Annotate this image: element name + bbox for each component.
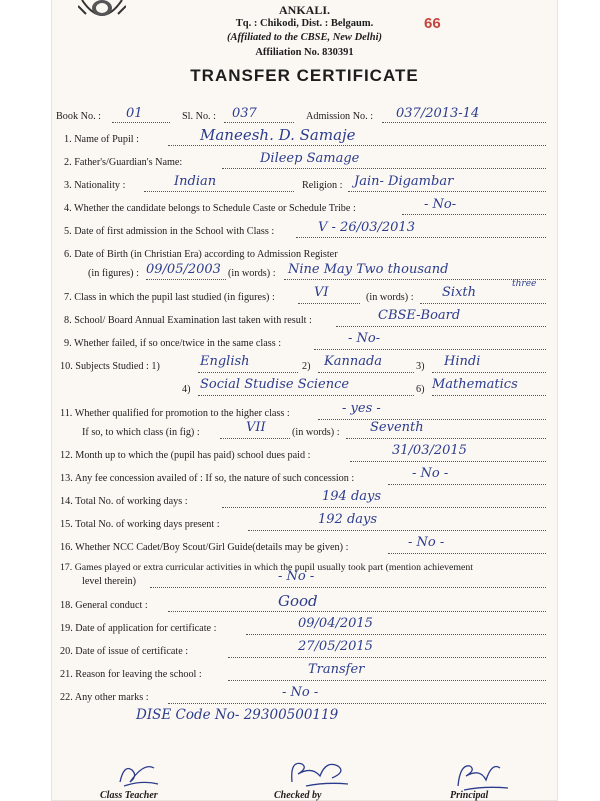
field-11-figures-value: VII: [246, 420, 266, 435]
field-20-value: 27/05/2015: [298, 639, 373, 654]
principal-signature-icon: [452, 758, 512, 794]
field-11-words-value: Seventh: [370, 420, 424, 435]
field-1-value: Maneesh. D. Samaje: [200, 126, 356, 144]
field-14-label: 14. Total No. of working days :: [60, 496, 188, 507]
field-16-value: - No -: [408, 535, 445, 550]
field-2-value: Dileep Samage: [260, 151, 360, 166]
field-20-label: 20. Date of issue of certificate :: [60, 646, 189, 657]
subject-2-value: Kannada: [324, 354, 383, 369]
field-6-figures-value: 09/05/2003: [146, 262, 221, 277]
field-17-value: - No -: [278, 569, 315, 584]
class-teacher-label: Class Teacher: [100, 790, 158, 801]
subject-4-number: 4): [182, 384, 191, 395]
field-7-words-value: Sixth: [442, 285, 476, 300]
admission-no-label: Admission No. :: [306, 111, 374, 122]
subject-1-value: English: [200, 354, 250, 369]
subject-3-number: 3): [416, 361, 425, 372]
field-9-label: 9. Whether failed, if so once/twice in the same class :: [64, 338, 282, 349]
field-7-label: 7. Class in which the pupil last studied (in figures) :: [64, 292, 275, 303]
school-location: Tq. : Chikodi, Dist. : Belgaum.: [235, 18, 374, 29]
field-6c-label: (in words) :: [228, 268, 276, 279]
field-19-label: 19. Date of application for certificate :: [60, 623, 217, 634]
field-6-words-value: Nine May Two thousand: [288, 262, 449, 277]
field-18-label: 18. General conduct :: [60, 600, 148, 611]
field-17b-label: level therein): [82, 576, 137, 587]
dise-code: DISE Code No- 29300500119: [136, 707, 339, 723]
serial-number: 66: [424, 15, 441, 32]
field-4-label: 4. Whether the candidate belongs to Schedule Caste or Schedule Tribe :: [64, 203, 356, 214]
class-teacher-signature-icon: [114, 760, 164, 790]
field-8-label: 8. School/ Board Annual Examination last taken with result :: [64, 315, 312, 326]
field-7b-label: (in words) :: [366, 292, 414, 303]
school-name: ANKALI.: [278, 3, 330, 17]
field-3b-label: Religion :: [302, 180, 343, 191]
checked-by-signature-icon: [286, 752, 354, 792]
field-16-label: 16. Whether NCC Cadet/Boy Scout/Girl Guide(details may be given) :: [60, 542, 349, 553]
field-22-value: - No -: [282, 685, 319, 700]
sl-no-label: Sl. No. :: [182, 111, 216, 122]
field-4-value: - No-: [424, 197, 457, 212]
page-title: TRANSFER CERTIFICATE: [190, 66, 419, 85]
field-15-label: 15. Total No. of working days present :: [60, 519, 220, 530]
field-5-value: V - 26/03/2013: [318, 220, 415, 235]
admission-no-value: 037/2013-14: [396, 106, 480, 121]
field-3-value: Indian: [174, 174, 217, 189]
field-7-figures-value: VI: [314, 285, 329, 300]
field-9-value: - No-: [348, 331, 381, 346]
field-12-label: 12. Month up to which the (pupil has paid) school dues paid :: [60, 450, 311, 461]
sl-no-value: 037: [232, 106, 257, 121]
principal-label: Principal: [450, 790, 489, 801]
field-22-label: 22. Any other marks :: [60, 692, 149, 703]
field-12-value: 31/03/2015: [392, 443, 467, 458]
subject-2-number: 2): [302, 361, 311, 372]
field-21-value: Transfer: [308, 662, 365, 677]
field-6-label: 6. Date of Birth (in Christian Era) according to Admission Register: [64, 249, 338, 260]
field-11-value: - yes -: [342, 401, 381, 416]
affiliation-line: (Affiliated to the CBSE, New Delhi): [227, 32, 382, 43]
affiliation-number: Affiliation No. 830391: [255, 47, 354, 58]
subject-6-number: 6): [416, 384, 425, 395]
field-1-label: 1. Name of Pupil :: [64, 134, 139, 145]
checked-by-label: Checked by: [274, 790, 322, 801]
book-no-label: Book No. :: [56, 111, 101, 122]
field-3-label: 3. Nationality :: [64, 180, 126, 191]
field-10-label: 10. Subjects Studied : 1): [60, 361, 160, 372]
certificate-page: [52, 0, 557, 800]
field-8-value: CBSE-Board: [378, 308, 461, 323]
subject-6-value: Mathematics: [432, 377, 518, 392]
field-14-value: 194 days: [322, 489, 382, 504]
field-11c-label: (in words) :: [292, 427, 340, 438]
field-2-label: 2. Father's/Guardian's Name:: [64, 157, 183, 168]
field-17-label: 17. Games played or extra curricular activities in which the pupil usually took part (mention achievement: [60, 562, 473, 573]
field-11b-label: If so, to which class (in fig) :: [82, 427, 200, 438]
field-13-value: - No -: [412, 466, 449, 481]
book-no-value: 01: [126, 106, 143, 121]
field-15-value: 192 days: [318, 512, 378, 527]
field-6b-label: (in figures) :: [88, 268, 139, 279]
field-11-label: 11. Whether qualified for promotion to the higher class :: [60, 408, 290, 419]
field-19-value: 09/04/2015: [298, 616, 373, 631]
subject-4-value: Social Studise Science: [200, 377, 350, 392]
field-6-words-extra: three: [512, 279, 537, 289]
field-3b-value: Jain- Digambar: [354, 174, 454, 189]
field-21-label: 21. Reason for leaving the school :: [60, 669, 202, 680]
field-13-label: 13. Any fee concession availed of : If so, the nature of such concession :: [60, 473, 355, 484]
subject-3-value: Hindi: [444, 354, 481, 369]
field-18-value: Good: [278, 592, 318, 610]
field-5-label: 5. Date of first admission in the School with Class :: [64, 226, 275, 237]
